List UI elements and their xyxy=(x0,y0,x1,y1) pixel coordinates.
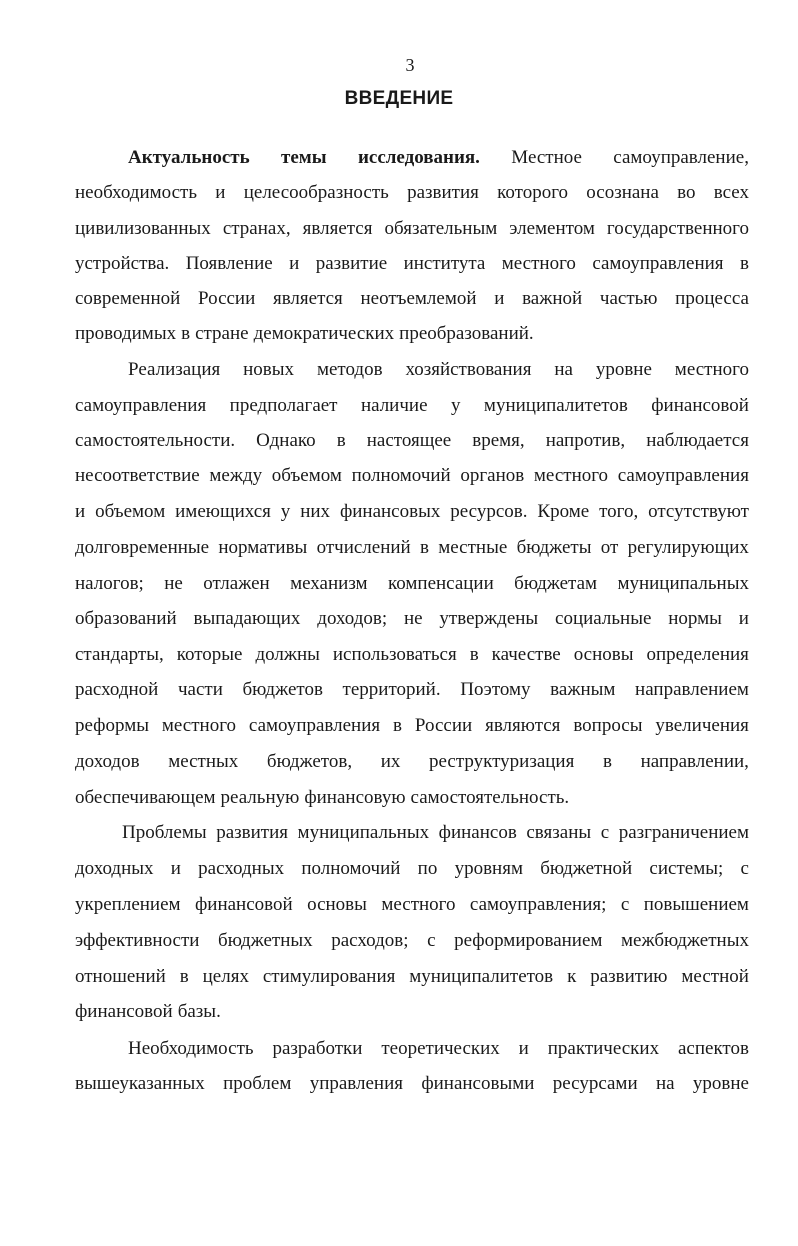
bold-word: темы xyxy=(281,147,327,168)
word: развитию xyxy=(590,966,668,987)
word: финансовых xyxy=(339,501,441,522)
word: выпадающих xyxy=(193,608,301,629)
text-line xyxy=(75,1000,749,1024)
word: и xyxy=(738,608,749,629)
word: в xyxy=(469,644,479,665)
word: на xyxy=(554,359,573,380)
word: и xyxy=(518,1038,529,1059)
bold-word: Актуальность xyxy=(128,147,250,168)
text-line xyxy=(75,714,749,738)
word: нормативы xyxy=(218,537,308,558)
word: системы; xyxy=(649,858,724,879)
word: напротив, xyxy=(545,430,626,451)
word: бюджеты xyxy=(516,537,592,558)
word: у xyxy=(450,395,461,416)
text-line xyxy=(128,358,749,382)
word: части xyxy=(177,679,223,700)
word: социальные xyxy=(555,608,652,629)
bold-word: исследования. xyxy=(357,147,480,168)
word: в xyxy=(420,537,429,558)
word: полномочий xyxy=(351,465,451,486)
word: Кроме xyxy=(537,501,590,522)
word: реальную xyxy=(220,787,300,808)
word: увеличения xyxy=(655,715,749,736)
word: вышеуказанных xyxy=(75,1073,205,1094)
word: реструктуризация xyxy=(429,751,575,772)
text-line xyxy=(75,217,749,241)
word: с xyxy=(600,822,610,843)
word: финансовыми xyxy=(421,1073,535,1094)
text-line xyxy=(75,322,749,346)
word: не xyxy=(164,573,183,594)
text-line xyxy=(128,1037,749,1061)
word: ресурсами xyxy=(552,1073,638,1094)
text-line xyxy=(75,857,749,881)
word: стандарты, xyxy=(75,644,164,665)
word: у xyxy=(280,501,291,522)
word: самостоятельность. xyxy=(410,787,570,808)
word: местной xyxy=(681,966,749,987)
word: развития xyxy=(216,822,288,843)
word: компенсации xyxy=(387,573,494,594)
word: наличие xyxy=(360,395,428,416)
word: местного xyxy=(161,715,237,736)
word: разграничением xyxy=(618,822,749,843)
word: Реализация xyxy=(128,359,221,380)
word: доходных xyxy=(75,858,154,879)
word: во xyxy=(677,182,696,203)
word: муниципальных xyxy=(617,573,749,594)
word: и xyxy=(494,288,505,309)
word: стране xyxy=(195,323,249,344)
word: образований xyxy=(75,608,177,629)
word: самоуправления xyxy=(617,465,749,486)
word: бюджетов, xyxy=(266,751,353,772)
word: устройства. xyxy=(75,253,170,274)
word: должны xyxy=(255,644,320,665)
word: финансовой xyxy=(194,894,293,915)
word: новых xyxy=(243,359,295,380)
text-line xyxy=(75,893,749,917)
word: института xyxy=(403,253,486,274)
text-line xyxy=(75,287,749,311)
word: Поэтому xyxy=(460,679,531,700)
word: России xyxy=(198,288,256,309)
word: и xyxy=(170,858,181,879)
word: Появление xyxy=(185,253,273,274)
word: на xyxy=(655,1073,675,1094)
word: всех xyxy=(713,182,749,203)
word: Необходимость xyxy=(128,1038,254,1059)
word: процесса xyxy=(675,288,749,309)
word: полномочий xyxy=(301,858,401,879)
word: которого xyxy=(497,182,569,203)
word: развитие xyxy=(315,253,388,274)
word: разработки xyxy=(272,1038,363,1059)
word: муниципальных xyxy=(297,822,430,843)
word: эффективности xyxy=(75,930,200,951)
word: несоответствие xyxy=(75,465,200,486)
word: в xyxy=(739,253,749,274)
word: в xyxy=(181,323,191,344)
word: основы xyxy=(307,894,367,915)
word: в xyxy=(602,751,612,772)
word: объемом xyxy=(95,501,166,522)
word: управления xyxy=(309,1073,403,1094)
word: Проблемы xyxy=(122,822,207,843)
word: странах, xyxy=(222,218,291,239)
page-title: ВВЕДЕНИЕ xyxy=(344,88,454,109)
word: бюджетам xyxy=(514,573,598,594)
word: в xyxy=(179,966,189,987)
word: местные xyxy=(438,537,508,558)
word: частью xyxy=(599,288,658,309)
word: Местное xyxy=(511,147,582,168)
word: органов xyxy=(460,465,525,486)
word: стимулирования xyxy=(262,966,396,987)
word: объемом xyxy=(271,465,342,486)
word: местного xyxy=(674,359,749,380)
word: механизм xyxy=(290,573,368,594)
word: самоуправления xyxy=(248,715,381,736)
word: налогов; xyxy=(75,573,144,594)
word: отношений xyxy=(75,966,166,987)
word: уровне xyxy=(692,1073,749,1094)
word: бюджетных xyxy=(218,930,313,951)
word: бюджетной xyxy=(540,858,633,879)
word: является xyxy=(302,218,373,239)
text-line xyxy=(128,146,749,170)
word: важным xyxy=(550,679,616,700)
word: методов xyxy=(316,359,383,380)
word: нормы xyxy=(668,608,722,629)
word: преобразований. xyxy=(399,323,534,344)
word: России xyxy=(414,715,473,736)
word: ресурсов. xyxy=(450,501,528,522)
text-line xyxy=(75,536,749,560)
word: государственного xyxy=(606,218,749,239)
word: финансовой xyxy=(75,1001,173,1022)
word: реформированием xyxy=(454,930,603,951)
word: расходных xyxy=(198,858,285,879)
word: финансовой xyxy=(651,395,749,416)
word: к xyxy=(567,966,577,987)
word: реформы xyxy=(75,715,149,736)
word: территорий. xyxy=(342,679,441,700)
word: по xyxy=(417,858,438,879)
word: качестве xyxy=(491,644,561,665)
word: целях xyxy=(202,966,249,987)
word: доходов; xyxy=(317,608,388,629)
word: и xyxy=(289,253,300,274)
word: местных xyxy=(168,751,239,772)
word: регулирующих xyxy=(627,537,749,558)
word: их xyxy=(380,751,401,772)
word: отчислений xyxy=(316,537,411,558)
text-line xyxy=(75,643,749,667)
word: направлением xyxy=(635,679,749,700)
word: проблем xyxy=(223,1073,292,1094)
page-number: 3 xyxy=(405,55,415,75)
word: базы. xyxy=(177,1001,221,1022)
word: от xyxy=(600,537,619,558)
word: имеющихся xyxy=(175,501,271,522)
word: которые xyxy=(176,644,243,665)
word: важной xyxy=(522,288,583,309)
word: современной xyxy=(75,288,181,309)
word: в xyxy=(393,715,403,736)
word: отсутствуют xyxy=(648,501,749,522)
word: обеспечивающем xyxy=(75,787,216,808)
word: практических xyxy=(547,1038,660,1059)
word: наблюдается xyxy=(646,430,749,451)
word: с xyxy=(740,858,749,879)
word: межбюджетных xyxy=(621,930,749,951)
word: являются xyxy=(485,715,561,736)
word: самоуправление, xyxy=(613,147,749,168)
word: в xyxy=(336,430,346,451)
word: целесообразность xyxy=(243,182,389,203)
word: обязательным xyxy=(384,218,498,239)
word: проводимых xyxy=(75,323,177,344)
word: с xyxy=(427,930,436,951)
text-line xyxy=(75,786,749,810)
text-line xyxy=(75,429,749,453)
word: хозяйствования xyxy=(405,359,532,380)
text-line xyxy=(75,750,749,774)
word: утверждены xyxy=(439,608,539,629)
word: отлажен xyxy=(203,573,270,594)
word: уровням xyxy=(454,858,523,879)
text-line xyxy=(75,929,749,953)
word: уровне xyxy=(595,359,652,380)
word: между xyxy=(209,465,263,486)
text-line xyxy=(122,821,749,845)
word: того, xyxy=(599,501,639,522)
text-line xyxy=(75,464,749,488)
text-line xyxy=(75,500,749,524)
word: цивилизованных xyxy=(75,218,211,239)
word: них xyxy=(300,501,331,522)
word: финансовую xyxy=(304,787,406,808)
word: самоуправления; xyxy=(469,894,607,915)
word: повышением xyxy=(643,894,749,915)
word: демократических xyxy=(253,323,395,344)
word: местного xyxy=(501,253,576,274)
text-line xyxy=(75,252,749,276)
word: бюджетов xyxy=(242,679,323,700)
word: элементом xyxy=(509,218,595,239)
word: и xyxy=(75,501,86,522)
word: аспектов xyxy=(677,1038,749,1059)
word: долговременные xyxy=(75,537,210,558)
word: муниципалитетов xyxy=(409,966,554,987)
word: связаны xyxy=(526,822,592,843)
word: муниципалитетов xyxy=(483,395,628,416)
word: самостоятельности. xyxy=(75,430,236,451)
word: Однако xyxy=(256,430,316,451)
word: настоящее xyxy=(366,430,452,451)
word: расходной xyxy=(75,679,159,700)
word: финансов xyxy=(438,822,517,843)
word: предполагает xyxy=(229,395,338,416)
word: укреплением xyxy=(75,894,181,915)
word: расходов; xyxy=(331,930,409,951)
text-line xyxy=(75,678,749,702)
word: теоретических xyxy=(381,1038,500,1059)
word: неотъемлемой xyxy=(360,288,477,309)
word: направлении, xyxy=(640,751,749,772)
text-line xyxy=(75,607,749,631)
word: вопросы xyxy=(573,715,643,736)
word: является xyxy=(272,288,343,309)
word: время, xyxy=(472,430,525,451)
text-line xyxy=(75,965,749,989)
text-line xyxy=(75,394,749,418)
word: местного xyxy=(381,894,456,915)
word: необходимость xyxy=(75,182,198,203)
text-line xyxy=(75,181,749,205)
word: осознана xyxy=(586,182,659,203)
word: определения xyxy=(646,644,749,665)
word: и xyxy=(215,182,226,203)
word: с xyxy=(620,894,630,915)
word: развития xyxy=(407,182,479,203)
word: самоуправления xyxy=(592,253,724,274)
word: доходов xyxy=(75,751,140,772)
word: основы xyxy=(573,644,634,665)
word: самоуправления xyxy=(75,395,207,416)
word: местного xyxy=(533,465,609,486)
text-line xyxy=(75,1072,749,1096)
text-line xyxy=(75,572,749,596)
word: не xyxy=(403,608,423,629)
word: использоваться xyxy=(332,644,457,665)
